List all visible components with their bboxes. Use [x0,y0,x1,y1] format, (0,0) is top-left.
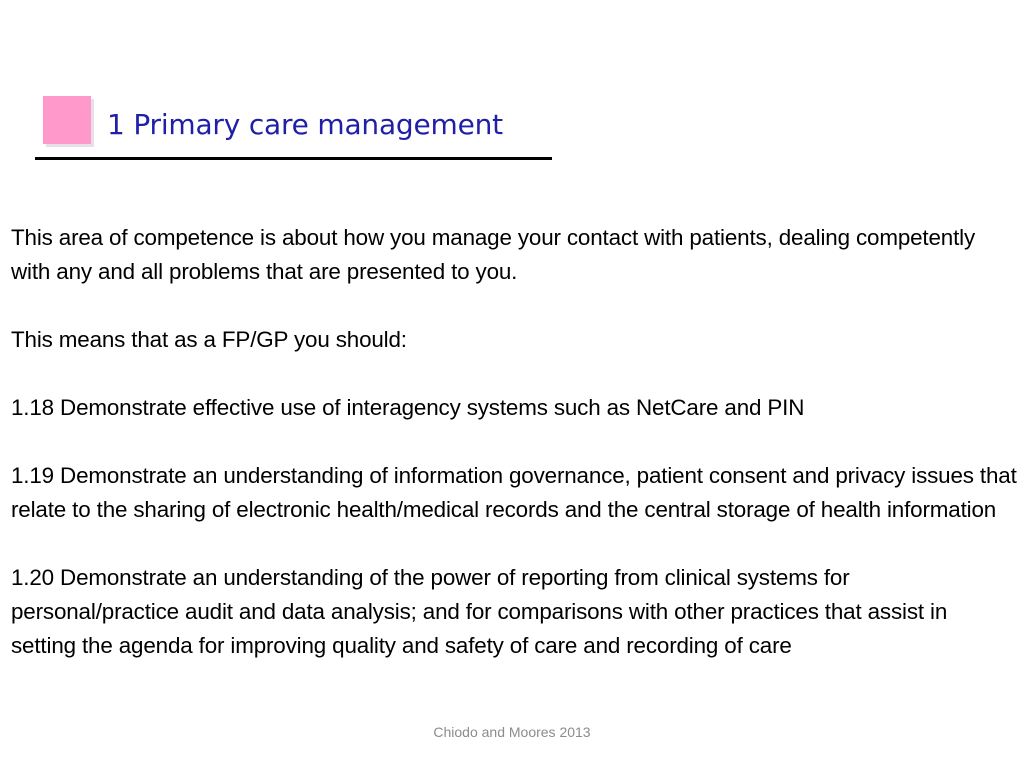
paragraph-spacer [11,289,1017,323]
title-underline [35,157,552,160]
intro-paragraph: This area of competence is about how you manage your contact with patients, dealing competently with any and all problems that are presented to you. [11,225,976,284]
slide-footer: Chiodo and Moores 2013 [433,724,591,740]
competency-1-18: 1.18 Demonstrate effective use of interagency systems such as NetCare and PIN [11,395,805,420]
paragraph-spacer [11,357,1017,391]
lead-in-paragraph: This means that as a FP/GP you should: [11,327,407,352]
competency-1-20: 1.20 Demonstrate an understanding of the power of reporting from clinical systems for personal/practice audit and data analysis; and for comparisons with other practices that assist in setting the agenda for improving quality and safety of care and recording of care [11,565,948,658]
competency-1-19: 1.19 Demonstrate an understanding of information governance, patient consent and privacy issues that relate to the sharing of electronic health/medical records and the central storage of health information [11,463,1017,522]
paragraph-spacer [11,527,1017,561]
slide-header [35,92,552,162]
slide-title: 1 Primary care management [107,108,503,141]
paragraph-spacer [11,425,1017,459]
pink-square-marker [43,96,91,144]
slide-body [11,221,1017,663]
